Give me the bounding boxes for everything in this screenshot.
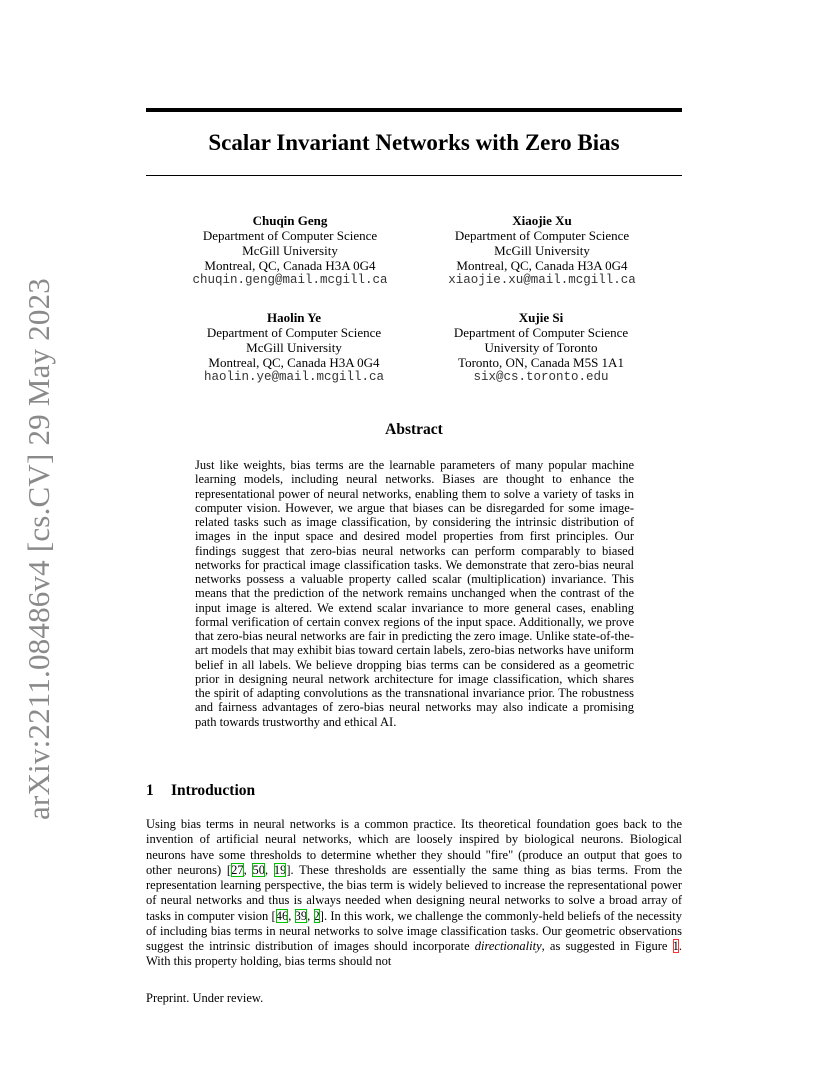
author-address: Toronto, ON, Canada M5S 1A1	[458, 355, 624, 370]
author-department: Department of Computer Science	[202, 228, 378, 243]
figure-reference-link[interactable]: 1	[672, 939, 679, 953]
author-department: Department of Computer Science	[453, 325, 629, 340]
author-university: University of Toronto	[484, 340, 598, 355]
author-department: Department of Computer Science	[206, 325, 382, 340]
author-block	[164, 310, 424, 385]
author-email[interactable]: chuqin.geng@mail.mcgill.ca	[192, 273, 388, 287]
section-heading	[146, 782, 255, 800]
title-bottom-rule	[146, 175, 682, 176]
author-name: Chuqin Geng	[252, 213, 328, 228]
citation-link[interactable]: 2	[313, 908, 320, 923]
author-email[interactable]: haolin.ye@mail.mcgill.ca	[203, 370, 385, 384]
author-block	[411, 310, 671, 385]
author-address: Montreal, QC, Canada H3A 0G4	[204, 258, 376, 273]
author-block	[412, 213, 672, 288]
intro-text: ]. These thresholds are essentially the same thing as bias terms. From the representation learning perspective, the bias term is widely believed to increase the representational power of neural networks and thus is always needed when designing neural networks to solve a broad array of tasks in computer vision [	[146, 862, 683, 923]
citation-link[interactable]: 46	[275, 908, 289, 923]
paper-title: Scalar Invariant Networks with Zero Bias	[208, 130, 620, 155]
intro-text: . With this property holding, bias terms should not	[146, 939, 682, 969]
author-email[interactable]: six@cs.toronto.edu	[473, 370, 609, 384]
section-title: Introduction	[171, 782, 256, 799]
author-university: McGill University	[494, 243, 590, 258]
abstract-heading: Abstract	[385, 421, 443, 438]
footer-note: Preprint. Under review.	[146, 991, 264, 1005]
arxiv-identifier: arXiv:2211.08486v4 [cs.CV] 29 May 2023	[21, 278, 56, 821]
section-number: 1	[146, 782, 154, 799]
author-name: Xujie Si	[518, 310, 564, 325]
author-department: Department of Computer Science	[454, 228, 630, 243]
citation-link[interactable]: 19	[273, 862, 287, 877]
author-name: Xiaojie Xu	[512, 213, 572, 228]
intro-emphasis: directionality	[474, 939, 542, 953]
author-address: Montreal, QC, Canada H3A 0G4	[456, 258, 628, 273]
intro-text: Using bias terms in neural networks is a common practice. Its theoretical foundation goes back to the invention of artificial neural networks, which are loosely inspired by biological neurons. Biological neurons have some thresholds to determine whether they should "fire" (produce an output that goes to other neurons) [	[146, 817, 682, 877]
citation-link[interactable]: 39	[294, 908, 308, 923]
author-address: Montreal, QC, Canada H3A 0G4	[208, 355, 380, 370]
citation-link[interactable]: 27	[231, 862, 244, 877]
author-block	[160, 213, 420, 288]
author-university: McGill University	[246, 340, 342, 355]
intro-text: , as suggested in Figure	[541, 939, 673, 953]
introduction-paragraph: Using bias terms in neural networks is a common practice. Its theoretical foundation goes back to the invention of artificial neural networks, which are loosely inspired by biological neurons. Biological neurons have some thresholds to determine whether they should "fire" (produce an output that goes to other neurons) [27, 50, 19]. These thresholds are essentially the same thing as bias terms. From the representation learning perspective, the bias term is widely believed to increase the representational power of neural networks and thus is always needed when designing neural networks to solve a broad array of tasks in computer vision [46, 39, 2]. In this work, we challenge the commonly-held beliefs of the necessity of including bias terms in neural networks to solve image classification tasks. Our geometric observations suggest the intrinsic distribution of images should incorporate directionality, as suggested in Figure 1. With this property holding, bias terms should not	[146, 817, 683, 969]
author-email[interactable]: xiaojie.xu@mail.mcgill.ca	[448, 273, 636, 287]
author-name: Haolin Ye	[266, 310, 322, 325]
intro-text: ]. In this work, we challenge the commonly-held beliefs of the necessity of including bias terms in neural networks to solve image classification tasks. Our geometric observations suggest the intrinsic distribution of images should incorporate	[146, 908, 683, 953]
citation-link[interactable]: 50	[252, 862, 265, 877]
author-university: McGill University	[242, 243, 338, 258]
abstract-text: Just like weights, bias terms are the learnable parameters of many popular machine learning models, including neural networks. Biases are thought to enhance the representational power of neural networks, enabling them to solve a variety of tasks in computer vision. However, we argue that biases can be disregarded for some image-related tasks such as image classification, by considering the intrinsic distribution of images in the input space and desired model properties from first principles. Our findings suggest that zero-bias neural networks can perform comparably to biased networks for practical image classification tasks. We demonstrate that zero-bias neural networks possess a valuable property called scalar (multiplication) invariance. This means that the prediction of the network remains unchanged when the contrast of the input image is altered. We extend scalar invariance to more general cases, enabling formal verification of certain convex regions of the input space. Additionally, we prove that zero-bias neural networks are fair in predicting the zero image. Unlike state-of-the-art models that may exhibit bias toward certain labels, zero-bias networks have uniform belief in all labels. We believe dropping bias terms can be considered as a geometric prior in designing neural network architecture for image classification, which shares the spirit of adapting convolutions as the transnational invariance prior. The robustness and fairness advantages of zero-bias neural networks may also indicate a promising path towards trustworthy and ethical AI.	[195, 458, 634, 729]
title-top-rule	[146, 108, 682, 112]
